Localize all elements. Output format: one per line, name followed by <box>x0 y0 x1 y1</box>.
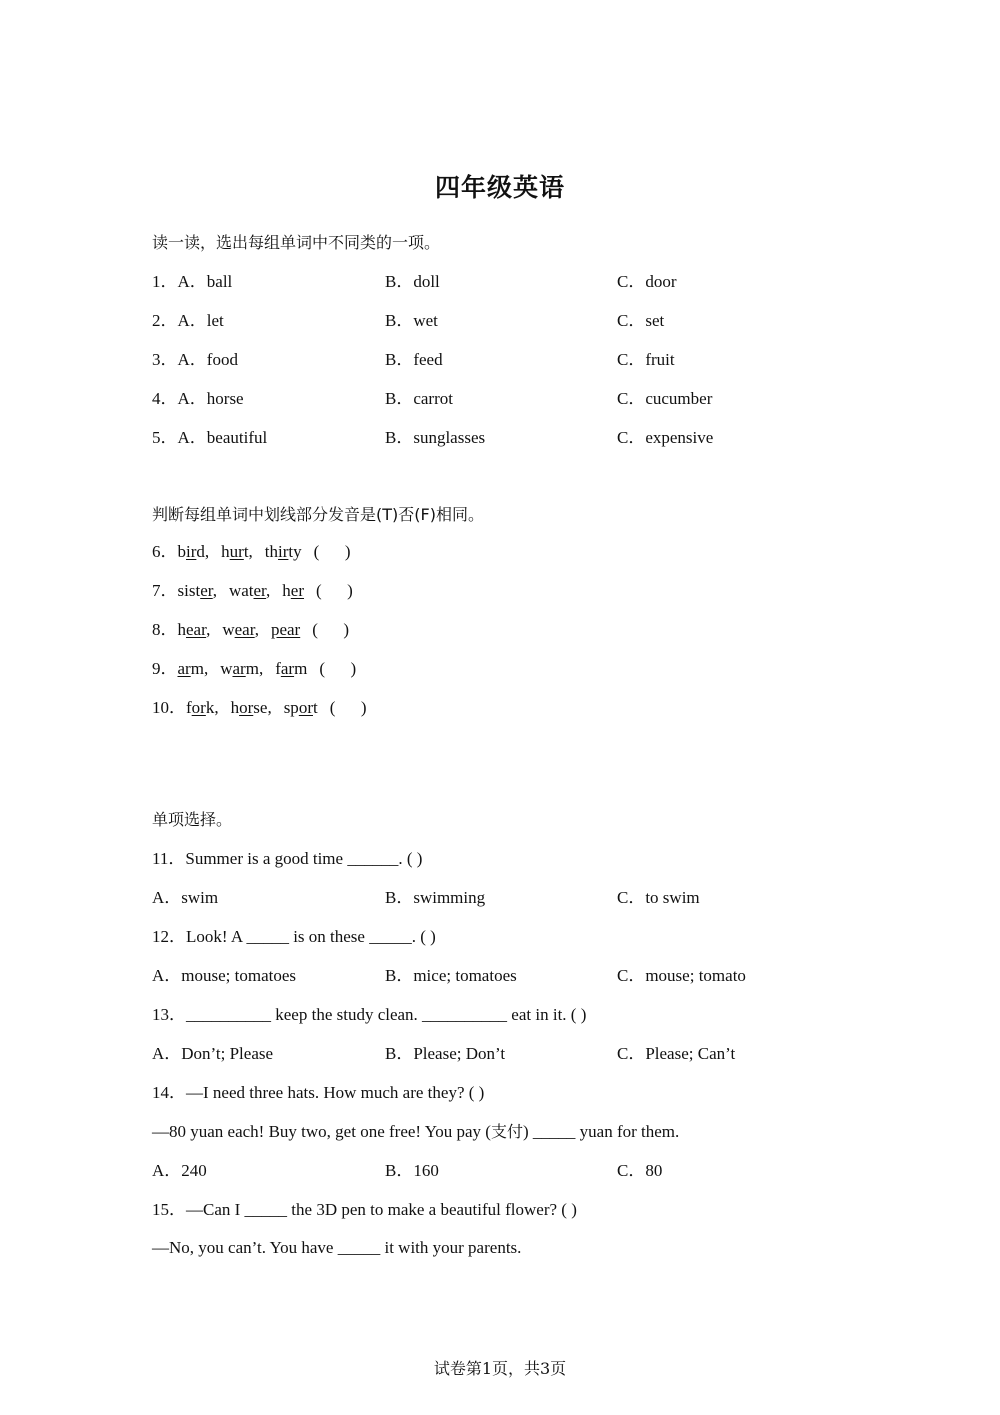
word <box>178 659 204 678</box>
question-10: 10．fork, horse, sport ( ) <box>152 698 367 717</box>
section-2-heading: 判断每组单词中划线部分发音是(T)否(F)相同。 <box>152 505 484 524</box>
q14-option-b: B．160 <box>385 1161 439 1180</box>
section-1-heading: 读一读，选出每组单词中不同类的一项。 <box>152 233 441 252</box>
q13-option-a: A．Don’t; Please <box>152 1044 274 1063</box>
underlined-part: er <box>253 581 267 600</box>
word-part: m <box>190 659 204 678</box>
word-part: b <box>177 542 186 561</box>
page-footer: 试卷第1页，共3页 <box>433 1359 567 1378</box>
answer-bracket: ( ) <box>319 659 357 678</box>
q1-option-c: C．door <box>617 272 677 291</box>
word <box>178 581 213 600</box>
q12-option-c: C．mouse; tomato <box>617 966 746 985</box>
q1-option-a: 1．A．ball <box>152 272 233 291</box>
underlined-part: ir <box>278 542 289 561</box>
q11-option-b: B．swimming <box>385 888 486 907</box>
word-part: h <box>230 698 240 717</box>
q5-option-c: C．expensive <box>617 428 714 447</box>
answer-bracket: ( ) <box>312 620 350 639</box>
word-part: th <box>264 542 279 561</box>
word <box>221 542 248 561</box>
q2-option-c: C．set <box>617 311 665 330</box>
word <box>265 542 302 561</box>
word <box>178 620 207 639</box>
question-14-reply <box>152 1120 679 1144</box>
question-14: 14．—I need three hats. How much are they? ( ) <box>152 1083 485 1102</box>
q13-option-b: B．Please; Don’t <box>385 1044 506 1063</box>
q11-option-a: A．swim <box>152 888 219 907</box>
word-part: sp <box>283 698 299 717</box>
page-title: 四年级英语 <box>434 173 565 202</box>
word <box>282 581 304 600</box>
word-part: se <box>253 698 268 717</box>
word <box>178 542 205 561</box>
word-part: m <box>245 659 259 678</box>
question-9: 9．arm, warm, farm ( ) <box>152 659 357 678</box>
q3-option-a: 3．A．food <box>152 350 238 369</box>
word-part: ty <box>288 542 302 561</box>
question-15-reply: —No, you can’t. You have _____ it with your parents. <box>152 1238 522 1257</box>
q1-option-b: B．doll <box>385 272 440 291</box>
q3-option-c: C．fruit <box>617 350 675 369</box>
word-part: f <box>275 659 281 678</box>
word-part: h <box>282 581 291 600</box>
question-12: 12．Look! A _____ is on these _____. ( ) <box>152 927 436 946</box>
q2-option-a: 2．A．let <box>152 311 224 330</box>
underlined-part: ear <box>234 620 255 639</box>
q4-option-b: B．carrot <box>385 389 453 408</box>
word <box>229 581 266 600</box>
word-part: h <box>221 542 230 561</box>
word-part: sist <box>177 581 201 600</box>
word <box>186 698 214 717</box>
section-3-heading: 单项选择。 <box>152 810 233 829</box>
underlined-part: or <box>191 698 206 717</box>
q14-reply-cjk: 支付 <box>490 1122 523 1141</box>
q2-option-b: B．wet <box>385 311 438 330</box>
question-7: 7．sister, water, her ( ) <box>152 581 353 600</box>
q11-option-c: C．to swim <box>617 888 700 907</box>
q4-option-a: 4．A．horse <box>152 389 244 408</box>
underlined-part: or <box>298 698 313 717</box>
question-15: 15．—Can I _____ the 3D pen to make a beautiful flower? ( ) <box>152 1200 577 1219</box>
word-part: wat <box>228 581 254 600</box>
word-part: m <box>294 659 308 678</box>
answer-bracket: ( ) <box>329 698 367 717</box>
question-number: 6． <box>152 542 178 561</box>
word-part: w <box>220 659 233 678</box>
question-11: 11．Summer is a good time ______. ( ) <box>152 849 423 868</box>
q14-option-c: C．80 <box>617 1161 663 1180</box>
question-8: 8．hear, wear, pear ( ) <box>152 620 350 639</box>
word <box>284 698 318 717</box>
q12-option-b: B．mice; tomatoes <box>385 966 517 985</box>
q14-reply-post: ) _____ yuan for them. <box>523 1122 680 1141</box>
question-number: 8． <box>152 620 178 639</box>
word-part: t <box>243 542 249 561</box>
underlined-part: pear <box>270 620 301 639</box>
word <box>220 659 259 678</box>
word-part: t <box>312 698 318 717</box>
q5-option-b: B．sunglasses <box>385 428 486 447</box>
question-6: 6．bird, hurt, thirty ( ) <box>152 542 351 561</box>
underlined-part: ir <box>186 542 197 561</box>
q5-option-a: 5．A．beautiful <box>152 428 268 447</box>
underlined-part: er <box>290 581 305 600</box>
underlined-part: ur <box>229 542 244 561</box>
q14-option-a: A．240 <box>152 1161 207 1180</box>
word-part: d <box>196 542 205 561</box>
q3-option-b: B．feed <box>385 350 443 369</box>
word-part: f <box>186 698 192 717</box>
word <box>275 659 307 678</box>
q4-option-c: C．cucumber <box>617 389 713 408</box>
answer-bracket: ( ) <box>316 581 353 600</box>
word-part: k <box>205 698 215 717</box>
underlined-part: er <box>200 581 213 600</box>
underlined-part: ar <box>232 659 246 678</box>
q13-option-c: C．Please; Can’t <box>617 1044 736 1063</box>
q14-reply-pre: —80 yuan each! Buy two, get one free! You pay ( <box>152 1122 491 1141</box>
question-number: 10． <box>152 698 186 717</box>
underlined-part: or <box>239 698 254 717</box>
word <box>231 698 268 717</box>
word-part: w <box>222 620 235 639</box>
question-number: 7． <box>152 581 178 600</box>
word-part: h <box>177 620 186 639</box>
underlined-part: ear <box>186 620 207 639</box>
word <box>271 620 300 639</box>
question-number: 9． <box>152 659 178 678</box>
q12-option-a: A．mouse; tomatoes <box>152 966 297 985</box>
underlined-part: ar <box>177 659 191 678</box>
question-13: 13．__________ keep the study clean. __________ eat in it. ( ) <box>152 1005 587 1024</box>
word <box>222 620 254 639</box>
underlined-part: ar <box>280 659 295 678</box>
answer-bracket: ( ) <box>313 542 351 561</box>
